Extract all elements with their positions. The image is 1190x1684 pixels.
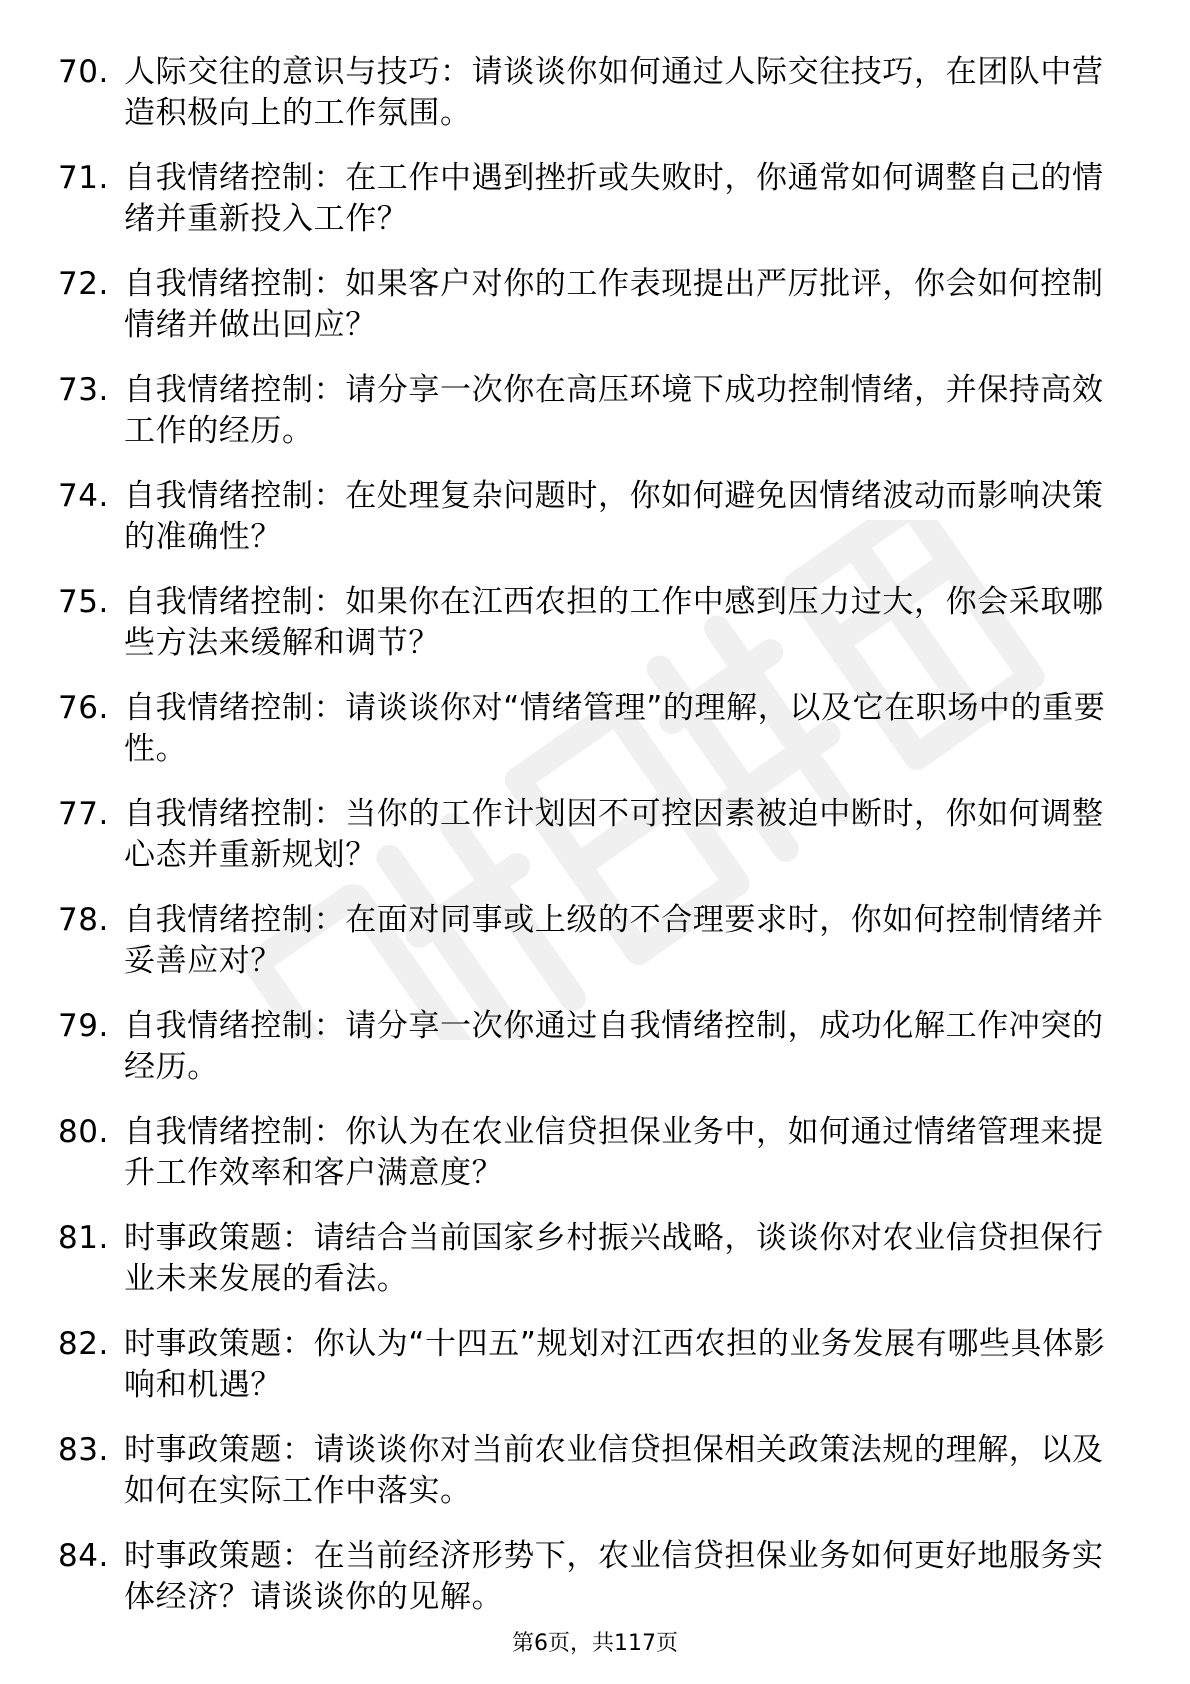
question-text: 自我情绪控制：请分享一次你通过自我情绪控制，成功化解工作冲突的经历。: [124, 1008, 1104, 1085]
question-text: 自我情绪控制：在工作中遇到挫折或失败时，你通常如何调整自己的情绪并重新投入工作？: [124, 160, 1104, 237]
question-number: 76.: [58, 690, 109, 726]
question-number: 72.: [58, 266, 109, 302]
question-item: [58, 158, 1118, 240]
question-text: 自我情绪控制：请谈谈你对“情绪管理”的理解，以及它在职场中的重要性。: [124, 690, 1106, 767]
page-number-footer: 第6页，共117页: [512, 1631, 678, 1656]
question-item: [58, 1536, 1118, 1618]
question-number: 78.: [58, 902, 109, 938]
question-number: 80.: [58, 1114, 109, 1150]
question-text: 自我情绪控制：请分享一次你在高压环境下成功控制情绪，并保持高效工作的经历。: [124, 372, 1104, 449]
question-item: [58, 794, 1118, 876]
question-number: 77.: [58, 796, 109, 832]
question-item: [58, 476, 1118, 558]
question-text: 自我情绪控制：在处理复杂问题时，你如何避免因情绪波动而影响决策的准确性？: [124, 478, 1104, 555]
question-number: 75.: [58, 584, 109, 620]
question-number: 71.: [58, 160, 109, 196]
question-number: 81.: [58, 1220, 109, 1256]
question-item: [58, 688, 1118, 770]
question-number: 82.: [58, 1326, 109, 1362]
question-number: 70.: [58, 54, 109, 90]
question-number: 83.: [58, 1432, 109, 1468]
question-text: 自我情绪控制：你认为在农业信贷担保业务中，如何通过情绪管理来提升工作效率和客户满意度？: [124, 1114, 1104, 1191]
question-item: [58, 1430, 1118, 1512]
question-number: 74.: [58, 478, 109, 514]
question-item: [58, 900, 1118, 982]
question-text: 时事政策题：你认为“十四五”规划对江西农担的业务发展有哪些具体影响和机遇？: [124, 1326, 1106, 1403]
question-item: [58, 52, 1118, 134]
question-text: 人际交往的意识与技巧：请谈谈你如何通过人际交往技巧，在团队中营造积极向上的工作氛围。: [124, 54, 1104, 131]
question-item: [58, 264, 1118, 346]
question-number: 79.: [58, 1008, 109, 1044]
question-item: [58, 1218, 1118, 1300]
question-item: [58, 370, 1118, 452]
question-text: 时事政策题：请结合当前国家乡村振兴战略，谈谈你对农业信贷担保行业未来发展的看法。: [124, 1220, 1104, 1297]
question-text: 自我情绪控制：当你的工作计划因不可控因素被迫中断时，你如何调整心态并重新规划？: [124, 796, 1104, 873]
question-text: 时事政策题：请谈谈你对当前农业信贷担保相关政策法规的理解，以及如何在实际工作中落实。: [124, 1432, 1104, 1509]
question-item: [58, 1006, 1118, 1088]
question-item: [58, 582, 1118, 664]
question-text: 时事政策题：在当前经济形势下，农业信贷担保业务如何更好地服务实体经济？请谈谈你的见解。: [124, 1538, 1104, 1615]
question-item: [58, 1324, 1118, 1406]
question-text: 自我情绪控制：在面对同事或上级的不合理要求时，你如何控制情绪并妥善应对？: [124, 902, 1104, 979]
question-list: [58, 52, 1118, 1642]
question-text: 自我情绪控制：如果你在江西农担的工作中感到压力过大，你会采取哪些方法来缓解和调节？: [124, 584, 1104, 661]
question-item: [58, 1112, 1118, 1194]
question-number: 84.: [58, 1538, 109, 1574]
question-text: 自我情绪控制：如果客户对你的工作表现提出严厉批评，你会如何控制情绪并做出回应？: [124, 266, 1104, 343]
question-number: 73.: [58, 372, 109, 408]
